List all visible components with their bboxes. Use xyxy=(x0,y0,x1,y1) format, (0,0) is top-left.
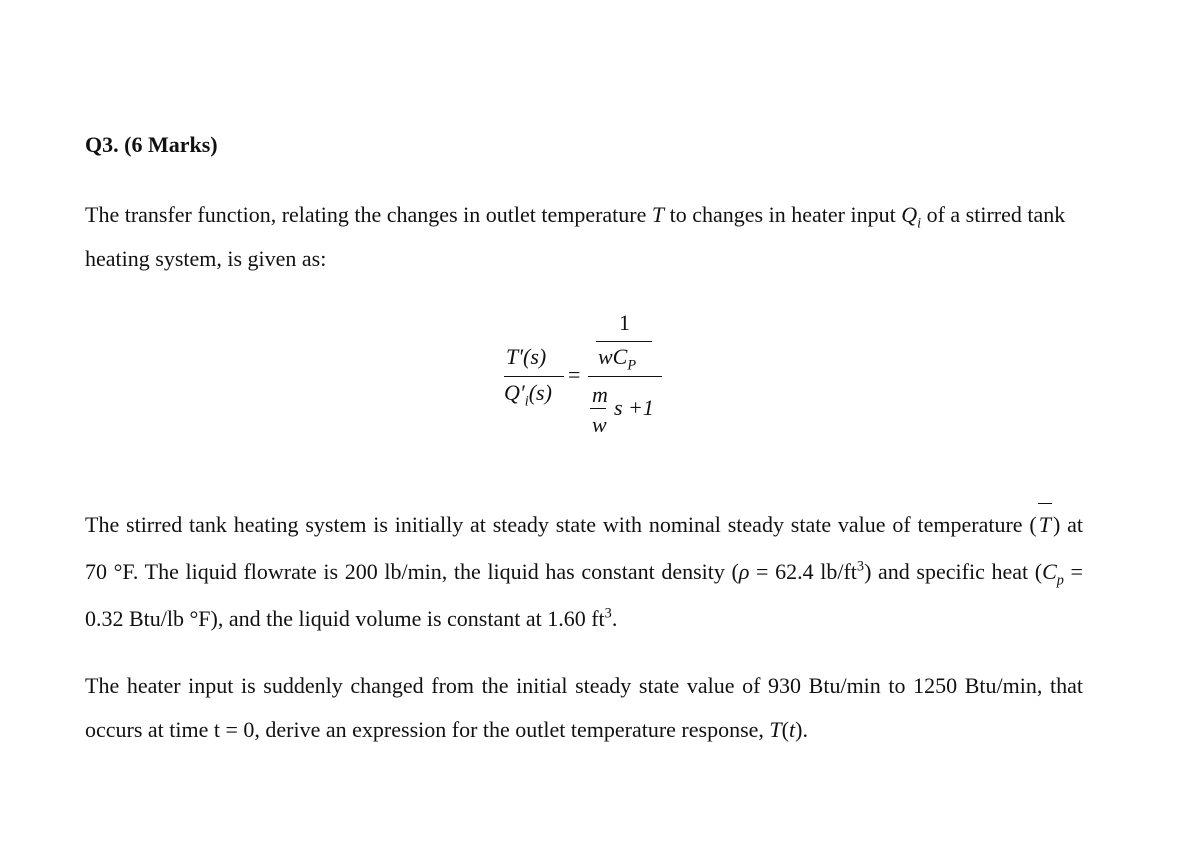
var-Q: Q xyxy=(901,202,918,227)
paren-close: ) xyxy=(795,717,803,742)
task-paragraph xyxy=(85,664,1083,752)
intro-text-3: of a stirred tank heating system, is given as: xyxy=(85,202,1066,271)
conditions-text-5: = 0.32 Btu/lb °F), and the liquid volume is constant at 1.60 ft xyxy=(85,559,1083,631)
rhs-inner-bar-top xyxy=(596,341,652,342)
conditions-text-6: . xyxy=(611,606,618,631)
superscript-3-volume: 3 xyxy=(604,605,612,622)
conditions-paragraph xyxy=(85,501,1083,642)
conditions-text-4: ) and specific heat ( xyxy=(864,559,1043,584)
task-text: The heater input is suddenly changed from the initial steady state value of 930 Btu/min to 1250 Btu/min, that occurs at time t = 0, derive an expression for the outlet temperature response, xyxy=(85,673,1083,742)
cp-symbol: C xyxy=(1042,559,1057,584)
intro-text-1: The transfer function, relating the changes in outlet temperature xyxy=(85,202,652,227)
conditions-text-1: The stirred tank heating system is initially at steady state with nominal steady state value of temperature ( xyxy=(85,512,1037,537)
response-t: t xyxy=(788,717,796,742)
superscript-3: 3 xyxy=(856,558,865,575)
conditions-text-2: ) at 70 °F. The liquid flowrate is 200 lb/min, the liquid has constant density ( xyxy=(85,512,1084,584)
rhs-numerator-wcp: $wC_P$ xyxy=(598,344,637,374)
rhs-denominator-w: w xyxy=(592,412,607,437)
response-T: T xyxy=(769,717,782,742)
task-end-period: . xyxy=(802,717,808,742)
conditions-text-3: = 62.4 lb/ft xyxy=(749,559,857,584)
paren-open: ( xyxy=(781,717,789,742)
lhs-fraction-bar xyxy=(504,376,564,377)
cp-subscript: p xyxy=(1056,572,1064,589)
lhs-numerator: T′(s) xyxy=(506,344,547,369)
question-heading: Q3. (6 Marks) xyxy=(85,132,218,157)
equals-sign: = xyxy=(568,362,581,387)
rhs-denominator-m: m xyxy=(592,382,608,407)
t-bar-symbol: T xyxy=(1037,501,1053,548)
rhs-numerator-one: 1 xyxy=(619,310,630,335)
var-T: T xyxy=(651,202,665,227)
transfer-function-equation xyxy=(500,308,670,450)
var-Q-subscript: i xyxy=(917,215,922,232)
intro-text-2: to changes in heater input xyxy=(664,202,902,227)
rhs-inner-bar-bottom xyxy=(590,408,606,409)
intro-paragraph xyxy=(85,193,1083,281)
rho-symbol: ρ xyxy=(738,559,750,584)
lhs-denominator: $Q'_i(s)$ xyxy=(504,380,552,410)
rhs-denominator-s-plus-one: s +1 xyxy=(614,395,654,420)
rhs-main-fraction-bar xyxy=(588,376,662,377)
